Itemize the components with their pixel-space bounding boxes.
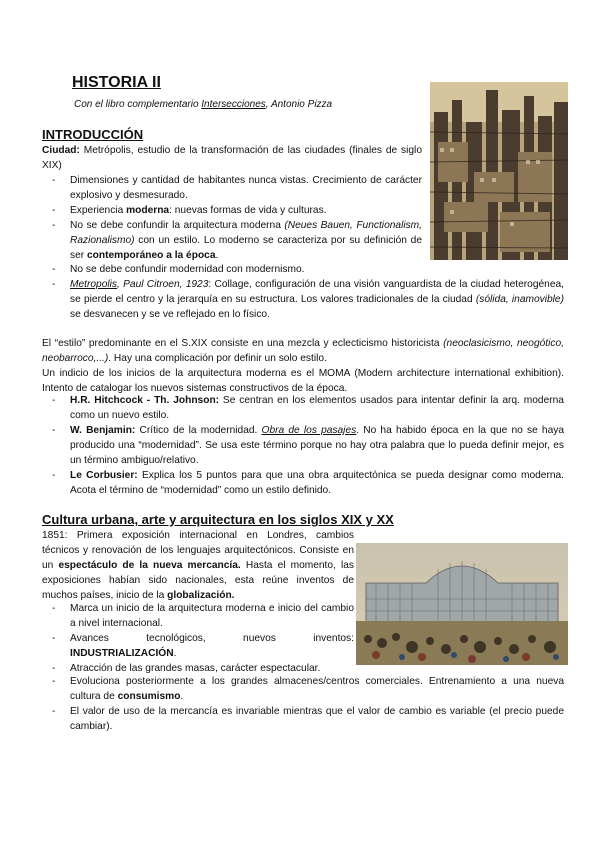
estilo-list xyxy=(42,393,564,498)
cultura-list-continued xyxy=(42,674,564,734)
section-heading-cultura: Cultura urbana, arte y arquitectura en los siglos XIX y XX xyxy=(42,512,394,527)
page-title: HISTORIA II xyxy=(72,74,161,91)
cultura-list xyxy=(42,601,354,676)
list-item: - Le Corbusier: Explica los 5 puntos para que una obra arquitectónica se pueda designar como moderna. Acota el término de “modernidad” como un estilo definido. xyxy=(42,468,564,498)
list-item: - H.R. Hitchcock - Th. Johnson: Se centran en los elementos usados para intentar definir la arq. moderna como un nuevo estilo. xyxy=(42,393,564,423)
list-item: - W. Benjamin: Crítico de la modernidad. Obra de los pasajes. No ha habido época en la que no se haya producido una “modernidad”. Se usa este término porque no hay otra palabra que lo pueda definir mejor, es un término ambiguo/relativo. xyxy=(42,423,564,468)
list-item: - Experiencia moderna: nuevas formas de vida y culturas. xyxy=(42,203,422,218)
estilo-paragraph: El “estilo” predominante en el S.XIX consiste en una mezcla y eclecticismo historicista (neoclasicismo, neogótico, neobarroco,...). Hay una complicación por definir un solo estilo. xyxy=(42,338,564,364)
ciudad-label: Ciudad: xyxy=(42,145,80,156)
list-item: - Avances tecnológicos, nuevos inventos: INDUSTRIALIZACIÓN. xyxy=(42,631,354,661)
obra-pasajes-title: Obra de los pasajes xyxy=(261,425,357,436)
list-item: - Dimensiones y cantidad de habitantes nunca vistas. Crecimiento de carácter explosivo y desmesurado. xyxy=(42,173,422,203)
exposicion-paragraph: 1851: Primera exposición internacional en Londres, cambios técnicos y renovación de los lenguajes arquitectónicos. Consiste en un espectáculo de la nueva mercancía. Hasta el momento, las exposiciones habían sido nacionales, esta reúne inventos de muchos países, inicio de la globalización. xyxy=(42,530,354,601)
list-item: - No se debe confundir la arquitectura moderna (Neues Bauen, Functionalism, Razionalismo) con un estilo. Lo moderno se caracteriza por su definición de ser contemporáneo a la época. xyxy=(42,218,422,263)
list-item: - El valor de uso de la mercancía es invariable mientras que el valor de cambio es variable (el precio puede cambiar). xyxy=(42,704,564,734)
list-item: - Metropolis, Paul Citroen, 1923: Collage, configuración de una visión vanguardista de la ciudad heterogénea, se pierde el centro y la jerarquía en su estructura. Los valores tradicionales de la ciudad (sólida, inamovible) se desvanecen y se ve reflejado en lo físico. xyxy=(42,277,564,322)
list-item: - Marca un inicio de la arquitectura moderna e inicio del cambio a nivel internacional. xyxy=(42,601,354,631)
ciudad-text: Metrópolis, estudio de la transformación de las ciudades (finales de siglo XIX) xyxy=(42,145,422,171)
intro-list-continued xyxy=(42,262,564,322)
crystal-palace-image xyxy=(356,543,568,665)
metropolis-work-title: Metropolis xyxy=(70,279,117,290)
subtitle-prefix: Con el libro complementario xyxy=(74,99,202,110)
ciudad-paragraph xyxy=(42,143,422,173)
metropolis-collage-image xyxy=(430,82,568,260)
subtitle xyxy=(74,97,332,112)
list-item: - Atracción de las grandes masas, carácter espectacular. xyxy=(42,661,354,676)
section-heading-introduccion: INTRODUCCIÓN xyxy=(42,127,144,142)
list-item: - No se debe confundir modernidad con modernismo. xyxy=(42,262,564,277)
book-title: Intersecciones xyxy=(201,99,266,110)
subtitle-author: , Antonio Pizza xyxy=(265,99,333,110)
moma-paragraph: Un indicio de los inicios de la arquitectura moderna es el MOMA (Modern architecture international exhibition). Intento de catalogar los nuevos sistemas constructivos de la época. xyxy=(42,368,564,394)
list-item: - Evoluciona posteriormente a los grandes almacenes/centros comerciales. Entrenamiento a una nueva cultura de consumismo. xyxy=(42,674,564,704)
intro-list xyxy=(42,173,422,263)
